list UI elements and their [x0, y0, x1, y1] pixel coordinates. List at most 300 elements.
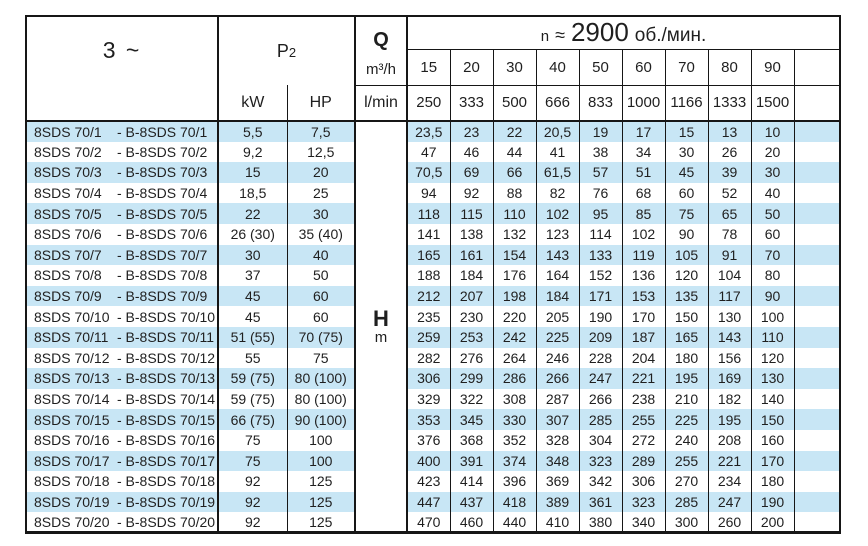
kw-value-cell: 9,2 — [218, 142, 287, 163]
head-value-cell: 15 — [665, 121, 708, 142]
head-value-cell: 20,5 — [536, 121, 579, 142]
head-value-cell: 221 — [708, 451, 751, 472]
head-value-cell: 115 — [450, 203, 493, 224]
head-value-cell: 323 — [579, 451, 622, 472]
empty-cell — [794, 265, 840, 286]
head-value-cell: 264 — [493, 348, 536, 369]
q-header-cell — [355, 16, 407, 85]
head-value-cell: 187 — [622, 327, 665, 348]
head-value-cell: 247 — [579, 368, 622, 389]
head-value-cell: 143 — [536, 245, 579, 266]
head-value-cell: 220 — [493, 306, 536, 327]
kw-value-cell: 92 — [218, 471, 287, 492]
head-value-cell: 141 — [407, 224, 450, 245]
hp-value-cell: 90 (100) — [287, 409, 355, 430]
head-value-cell: 285 — [579, 409, 622, 430]
head-value-cell: 286 — [493, 368, 536, 389]
p2-subscript: 2 — [288, 44, 297, 60]
flow-m3h-cell: 70 — [665, 49, 708, 85]
flow-m3h-cell: 90 — [751, 49, 794, 85]
head-value-cell: 212 — [407, 286, 450, 307]
head-value-cell: 104 — [708, 265, 751, 286]
head-value-cell: 75 — [665, 203, 708, 224]
model-cell — [26, 348, 218, 369]
hp-value-cell: 80 (100) — [287, 389, 355, 410]
model-cell — [26, 121, 218, 142]
head-value-cell: 287 — [536, 389, 579, 410]
model-cell — [26, 306, 218, 327]
head-value-cell: 340 — [622, 512, 665, 533]
empty-header-cell — [794, 49, 840, 85]
head-value-cell: 92 — [450, 183, 493, 204]
hp-value-cell: 7,5 — [287, 121, 355, 142]
head-value-cell: 266 — [536, 368, 579, 389]
p2-label: P — [276, 40, 289, 61]
model-name: 8SDS 70/14 — [34, 391, 110, 408]
model-name-b: - B-8SDS 70/13 — [117, 370, 216, 387]
hp-value-cell: 20 — [287, 162, 355, 183]
head-value-cell: 330 — [493, 409, 536, 430]
model-cell — [26, 245, 218, 266]
lmin-header-cell — [355, 85, 407, 121]
model-name-b: - B-8SDS 70/17 — [117, 452, 216, 469]
head-value-cell: 376 — [407, 430, 450, 451]
head-value-cell: 247 — [708, 492, 751, 513]
table-row — [26, 348, 840, 369]
head-value-cell: 119 — [622, 245, 665, 266]
hp-value-cell: 40 — [287, 245, 355, 266]
head-value-cell: 345 — [450, 409, 493, 430]
empty-cell — [794, 142, 840, 163]
head-value-cell: 234 — [708, 471, 751, 492]
head-value-cell: 300 — [665, 512, 708, 533]
head-value-cell: 182 — [708, 389, 751, 410]
model-name-b: - B-8SDS 70/19 — [117, 493, 216, 510]
head-value-cell: 225 — [536, 327, 579, 348]
empty-cell — [794, 245, 840, 266]
table-row — [26, 121, 840, 142]
model-name: 8SDS 70/19 — [34, 493, 110, 510]
table-header — [26, 16, 840, 121]
model-name: 8SDS 70/18 — [34, 473, 110, 490]
table-row — [26, 224, 840, 245]
head-value-cell: 195 — [708, 409, 751, 430]
speed-line — [408, 17, 839, 48]
head-value-cell: 161 — [450, 245, 493, 266]
head-value-cell: 209 — [579, 327, 622, 348]
model-cell — [26, 224, 218, 245]
table-row — [26, 183, 840, 204]
empty-cell — [794, 409, 840, 430]
lmin-label: l/min — [364, 93, 398, 111]
head-value-cell: 10 — [751, 121, 794, 142]
flow-m3h-cell: 60 — [622, 49, 665, 85]
head-value-cell: 156 — [708, 348, 751, 369]
head-value-cell: 30 — [665, 142, 708, 163]
empty-cell — [794, 430, 840, 451]
head-value-cell: 105 — [665, 245, 708, 266]
head-value-cell: 210 — [665, 389, 708, 410]
flow-lmin-cell: 1000 — [622, 85, 665, 121]
head-value-cell: 143 — [708, 327, 751, 348]
head-value-cell: 132 — [493, 224, 536, 245]
head-value-cell: 52 — [708, 183, 751, 204]
head-value-cell: 94 — [407, 183, 450, 204]
head-value-cell: 123 — [536, 224, 579, 245]
head-value-cell: 85 — [622, 203, 665, 224]
head-value-cell: 88 — [493, 183, 536, 204]
head-value-cell: 136 — [622, 265, 665, 286]
hp-value-cell: 125 — [287, 512, 355, 533]
hp-header-cell — [287, 85, 355, 121]
model-cell — [26, 183, 218, 204]
head-value-cell: 369 — [536, 471, 579, 492]
model-name-b: - B-8SDS 70/8 — [117, 267, 208, 284]
kw-value-cell: 92 — [218, 512, 287, 533]
kw-value-cell: 5,5 — [218, 121, 287, 142]
empty-cell — [794, 492, 840, 513]
head-value-cell: 65 — [708, 203, 751, 224]
head-value-cell: 91 — [708, 245, 751, 266]
hp-label: HP — [309, 93, 332, 111]
kw-value-cell: 15 — [218, 162, 287, 183]
model-name-b: - B-8SDS 70/3 — [117, 164, 208, 181]
head-value-cell: 80 — [751, 265, 794, 286]
head-value-cell: 195 — [665, 368, 708, 389]
head-value-cell: 165 — [407, 245, 450, 266]
head-value-cell: 70 — [751, 245, 794, 266]
head-value-cell: 61,5 — [536, 162, 579, 183]
head-value-cell: 23 — [450, 121, 493, 142]
kw-value-cell: 18,5 — [218, 183, 287, 204]
head-column-cell — [355, 121, 407, 533]
table-row — [26, 245, 840, 266]
hp-value-cell: 35 (40) — [287, 224, 355, 245]
table-body — [26, 121, 840, 533]
table-row — [26, 306, 840, 327]
model-name: 8SDS 70/8 — [34, 267, 102, 284]
head-value-cell: 306 — [622, 471, 665, 492]
model-name-b: - B-8SDS 70/2 — [117, 143, 208, 160]
header-row-1 — [26, 16, 840, 49]
head-value-cell: 391 — [450, 451, 493, 472]
model-cell — [26, 142, 218, 163]
hp-value-cell: 100 — [287, 430, 355, 451]
flow-m3h-cell: 30 — [493, 49, 536, 85]
model-name: 8SDS 70/9 — [34, 288, 102, 305]
head-value-cell: 22 — [493, 121, 536, 142]
head-value-cell: 138 — [450, 224, 493, 245]
head-value-cell: 130 — [708, 306, 751, 327]
empty-cell — [794, 203, 840, 224]
head-value-cell: 259 — [407, 327, 450, 348]
head-value-cell: 282 — [407, 348, 450, 369]
model-name: 8SDS 70/20 — [34, 513, 110, 530]
head-value-cell: 34 — [622, 142, 665, 163]
head-value-cell: 230 — [450, 306, 493, 327]
head-value-cell: 207 — [450, 286, 493, 307]
model-name-b: - B-8SDS 70/12 — [117, 349, 216, 366]
flow-lmin-cell: 833 — [579, 85, 622, 121]
head-value-cell: 44 — [493, 142, 536, 163]
head-value-cell: 308 — [493, 389, 536, 410]
empty-cell — [794, 306, 840, 327]
kw-value-cell: 30 — [218, 245, 287, 266]
table-row — [26, 142, 840, 163]
hp-value-cell: 70 (75) — [287, 327, 355, 348]
head-value-cell: 285 — [665, 492, 708, 513]
kw-value-cell: 75 — [218, 451, 287, 472]
empty-cell — [794, 121, 840, 142]
head-value-cell: 100 — [751, 306, 794, 327]
model-name-b: - B-8SDS 70/1 — [117, 123, 208, 140]
head-value-cell: 169 — [708, 368, 751, 389]
head-value-cell: 205 — [536, 306, 579, 327]
kw-value-cell: 45 — [218, 286, 287, 307]
table-row — [26, 162, 840, 183]
head-value-cell: 38 — [579, 142, 622, 163]
flow-lmin-cell: 500 — [493, 85, 536, 121]
model-name-b: - B-8SDS 70/20 — [117, 513, 216, 530]
head-value-cell: 60 — [751, 224, 794, 245]
head-value-cell: 110 — [751, 327, 794, 348]
head-value-cell: 45 — [665, 162, 708, 183]
hp-value-cell: 125 — [287, 471, 355, 492]
head-value-cell: 225 — [665, 409, 708, 430]
head-value-cell: 348 — [536, 451, 579, 472]
hp-value-cell: 80 (100) — [287, 368, 355, 389]
hp-value-cell: 30 — [287, 203, 355, 224]
head-value-cell: 78 — [708, 224, 751, 245]
head-value-cell: 460 — [450, 512, 493, 533]
head-value-cell: 76 — [579, 183, 622, 204]
head-value-cell: 306 — [407, 368, 450, 389]
head-value-cell: 17 — [622, 121, 665, 142]
model-cell — [26, 451, 218, 472]
q-unit-m3h: m³/h — [366, 60, 396, 78]
head-value-cell: 118 — [407, 203, 450, 224]
head-value-cell: 154 — [493, 245, 536, 266]
head-value-cell: 190 — [579, 306, 622, 327]
flow-lmin-cell: 1500 — [751, 85, 794, 121]
head-value-cell: 328 — [536, 430, 579, 451]
model-name: 8SDS 70/12 — [34, 349, 110, 366]
model-name-b: - B-8SDS 70/11 — [117, 329, 215, 346]
head-value-cell: 68 — [622, 183, 665, 204]
kw-value-cell: 66 (75) — [218, 409, 287, 430]
head-value-cell: 70,5 — [407, 162, 450, 183]
head-value-cell: 238 — [622, 389, 665, 410]
model-name: 8SDS 70/13 — [34, 370, 110, 387]
head-value-cell: 102 — [536, 203, 579, 224]
head-value-cell: 235 — [407, 306, 450, 327]
head-value-cell: 260 — [708, 512, 751, 533]
empty-cell — [794, 162, 840, 183]
head-value-cell: 13 — [708, 121, 751, 142]
head-value-cell: 440 — [493, 512, 536, 533]
head-value-cell: 180 — [665, 348, 708, 369]
head-value-cell: 289 — [622, 451, 665, 472]
head-value-cell: 228 — [579, 348, 622, 369]
kw-value-cell: 55 — [218, 348, 287, 369]
model-name: 8SDS 70/5 — [34, 205, 102, 222]
table-row — [26, 451, 840, 472]
head-value-cell: 342 — [579, 471, 622, 492]
head-value-cell: 361 — [579, 492, 622, 513]
head-value-cell: 164 — [536, 265, 579, 286]
model-name-b: - B-8SDS 70/16 — [117, 432, 216, 449]
head-value-cell: 447 — [407, 492, 450, 513]
head-value-cell: 322 — [450, 389, 493, 410]
head-value-cell: 221 — [622, 368, 665, 389]
head-value-cell: 170 — [622, 306, 665, 327]
table-row — [26, 471, 840, 492]
head-value-cell: 135 — [665, 286, 708, 307]
hp-value-cell: 75 — [287, 348, 355, 369]
head-value-cell: 69 — [450, 162, 493, 183]
head-value-cell: 130 — [751, 368, 794, 389]
head-value-cell: 180 — [751, 471, 794, 492]
head-value-cell: 353 — [407, 409, 450, 430]
head-value-cell: 400 — [407, 451, 450, 472]
model-name: 8SDS 70/3 — [34, 164, 102, 181]
head-value-cell: 110 — [493, 203, 536, 224]
hp-value-cell: 100 — [287, 451, 355, 472]
head-value-cell: 176 — [493, 265, 536, 286]
speed-n: n — [540, 28, 550, 46]
empty-cell — [794, 368, 840, 389]
model-cell — [26, 327, 218, 348]
head-value-cell: 120 — [751, 348, 794, 369]
pump-spec-table — [25, 15, 841, 534]
empty-cell — [794, 183, 840, 204]
speed-unit: об./мин. — [634, 25, 707, 47]
model-name: 8SDS 70/16 — [34, 432, 110, 449]
model-name: 8SDS 70/2 — [34, 143, 102, 160]
head-value-cell: 19 — [579, 121, 622, 142]
head-value-cell: 46 — [450, 142, 493, 163]
model-name-b: - B-8SDS 70/4 — [117, 185, 208, 202]
p2-header-cell — [218, 16, 355, 85]
head-value-cell: 95 — [579, 203, 622, 224]
head-value-cell: 41 — [536, 142, 579, 163]
head-value-cell: 304 — [579, 430, 622, 451]
head-value-cell: 160 — [751, 430, 794, 451]
flow-m3h-cell: 20 — [450, 49, 493, 85]
head-value-cell: 396 — [493, 471, 536, 492]
flow-m3h-cell: 15 — [407, 49, 450, 85]
flow-m3h-cell: 50 — [579, 49, 622, 85]
model-name: 8SDS 70/6 — [34, 226, 102, 243]
model-cell — [26, 265, 218, 286]
head-value-cell: 329 — [407, 389, 450, 410]
head-value-cell: 208 — [708, 430, 751, 451]
head-value-cell: 307 — [536, 409, 579, 430]
head-value-cell: 165 — [665, 327, 708, 348]
flow-lmin-cell: 1166 — [665, 85, 708, 121]
head-value-cell: 90 — [751, 286, 794, 307]
head-value-cell: 242 — [493, 327, 536, 348]
speed-header-cell — [407, 16, 840, 49]
table-row — [26, 327, 840, 348]
head-value-cell: 246 — [536, 348, 579, 369]
head-label: H — [373, 305, 389, 331]
model-name: 8SDS 70/11 — [34, 329, 109, 346]
hp-value-cell: 12,5 — [287, 142, 355, 163]
phase-label: 3 ~ — [102, 36, 142, 63]
model-cell — [26, 471, 218, 492]
kw-value-cell: 26 (30) — [218, 224, 287, 245]
model-name: 8SDS 70/7 — [34, 246, 102, 263]
hp-value-cell: 60 — [287, 286, 355, 307]
head-value-cell: 253 — [450, 327, 493, 348]
model-name: 8SDS 70/10 — [34, 308, 110, 325]
head-value-cell: 50 — [751, 203, 794, 224]
hp-value-cell: 60 — [287, 306, 355, 327]
q-label: Q — [373, 28, 389, 51]
head-value-cell: 51 — [622, 162, 665, 183]
head-value-cell: 368 — [450, 430, 493, 451]
model-cell — [26, 162, 218, 183]
head-value-cell: 23,5 — [407, 121, 450, 142]
hp-value-cell: 50 — [287, 265, 355, 286]
head-value-cell: 240 — [665, 430, 708, 451]
head-value-cell: 414 — [450, 471, 493, 492]
speed-approx-sign: ≈ — [555, 25, 565, 46]
model-name: 8SDS 70/4 — [34, 185, 102, 202]
head-value-cell: 66 — [493, 162, 536, 183]
model-name-b: - B-8SDS 70/10 — [117, 308, 216, 325]
head-value-cell: 170 — [751, 451, 794, 472]
head-value-cell: 114 — [579, 224, 622, 245]
model-name: 8SDS 70/17 — [34, 452, 110, 469]
model-cell — [26, 203, 218, 224]
head-value-cell: 153 — [622, 286, 665, 307]
empty-cell — [794, 451, 840, 472]
empty-cell — [794, 348, 840, 369]
head-value-cell: 255 — [622, 409, 665, 430]
head-value-cell: 40 — [751, 183, 794, 204]
model-name: 8SDS 70/1 — [34, 123, 102, 140]
table-row — [26, 368, 840, 389]
head-value-cell: 266 — [579, 389, 622, 410]
table-row — [26, 389, 840, 410]
head-value-cell: 323 — [622, 492, 665, 513]
empty-cell — [794, 327, 840, 348]
head-value-cell: 272 — [622, 430, 665, 451]
model-name-b: - B-8SDS 70/14 — [117, 391, 216, 408]
head-value-cell: 171 — [579, 286, 622, 307]
table-row — [26, 409, 840, 430]
empty-cell — [794, 224, 840, 245]
model-name: 8SDS 70/15 — [34, 411, 110, 428]
head-value-cell: 270 — [665, 471, 708, 492]
hp-value-cell: 125 — [287, 492, 355, 513]
kw-value-cell: 51 (55) — [218, 327, 287, 348]
phase-header-cell — [26, 16, 218, 121]
head-value-cell: 150 — [665, 306, 708, 327]
flow-lmin-cell: 666 — [536, 85, 579, 121]
table-row — [26, 512, 840, 533]
head-value-cell: 57 — [579, 162, 622, 183]
head-value-cell: 352 — [493, 430, 536, 451]
head-value-cell: 184 — [536, 286, 579, 307]
model-cell — [26, 286, 218, 307]
head-value-cell: 437 — [450, 492, 493, 513]
kw-value-cell: 92 — [218, 492, 287, 513]
head-value-cell: 102 — [622, 224, 665, 245]
head-value-cell: 374 — [493, 451, 536, 472]
